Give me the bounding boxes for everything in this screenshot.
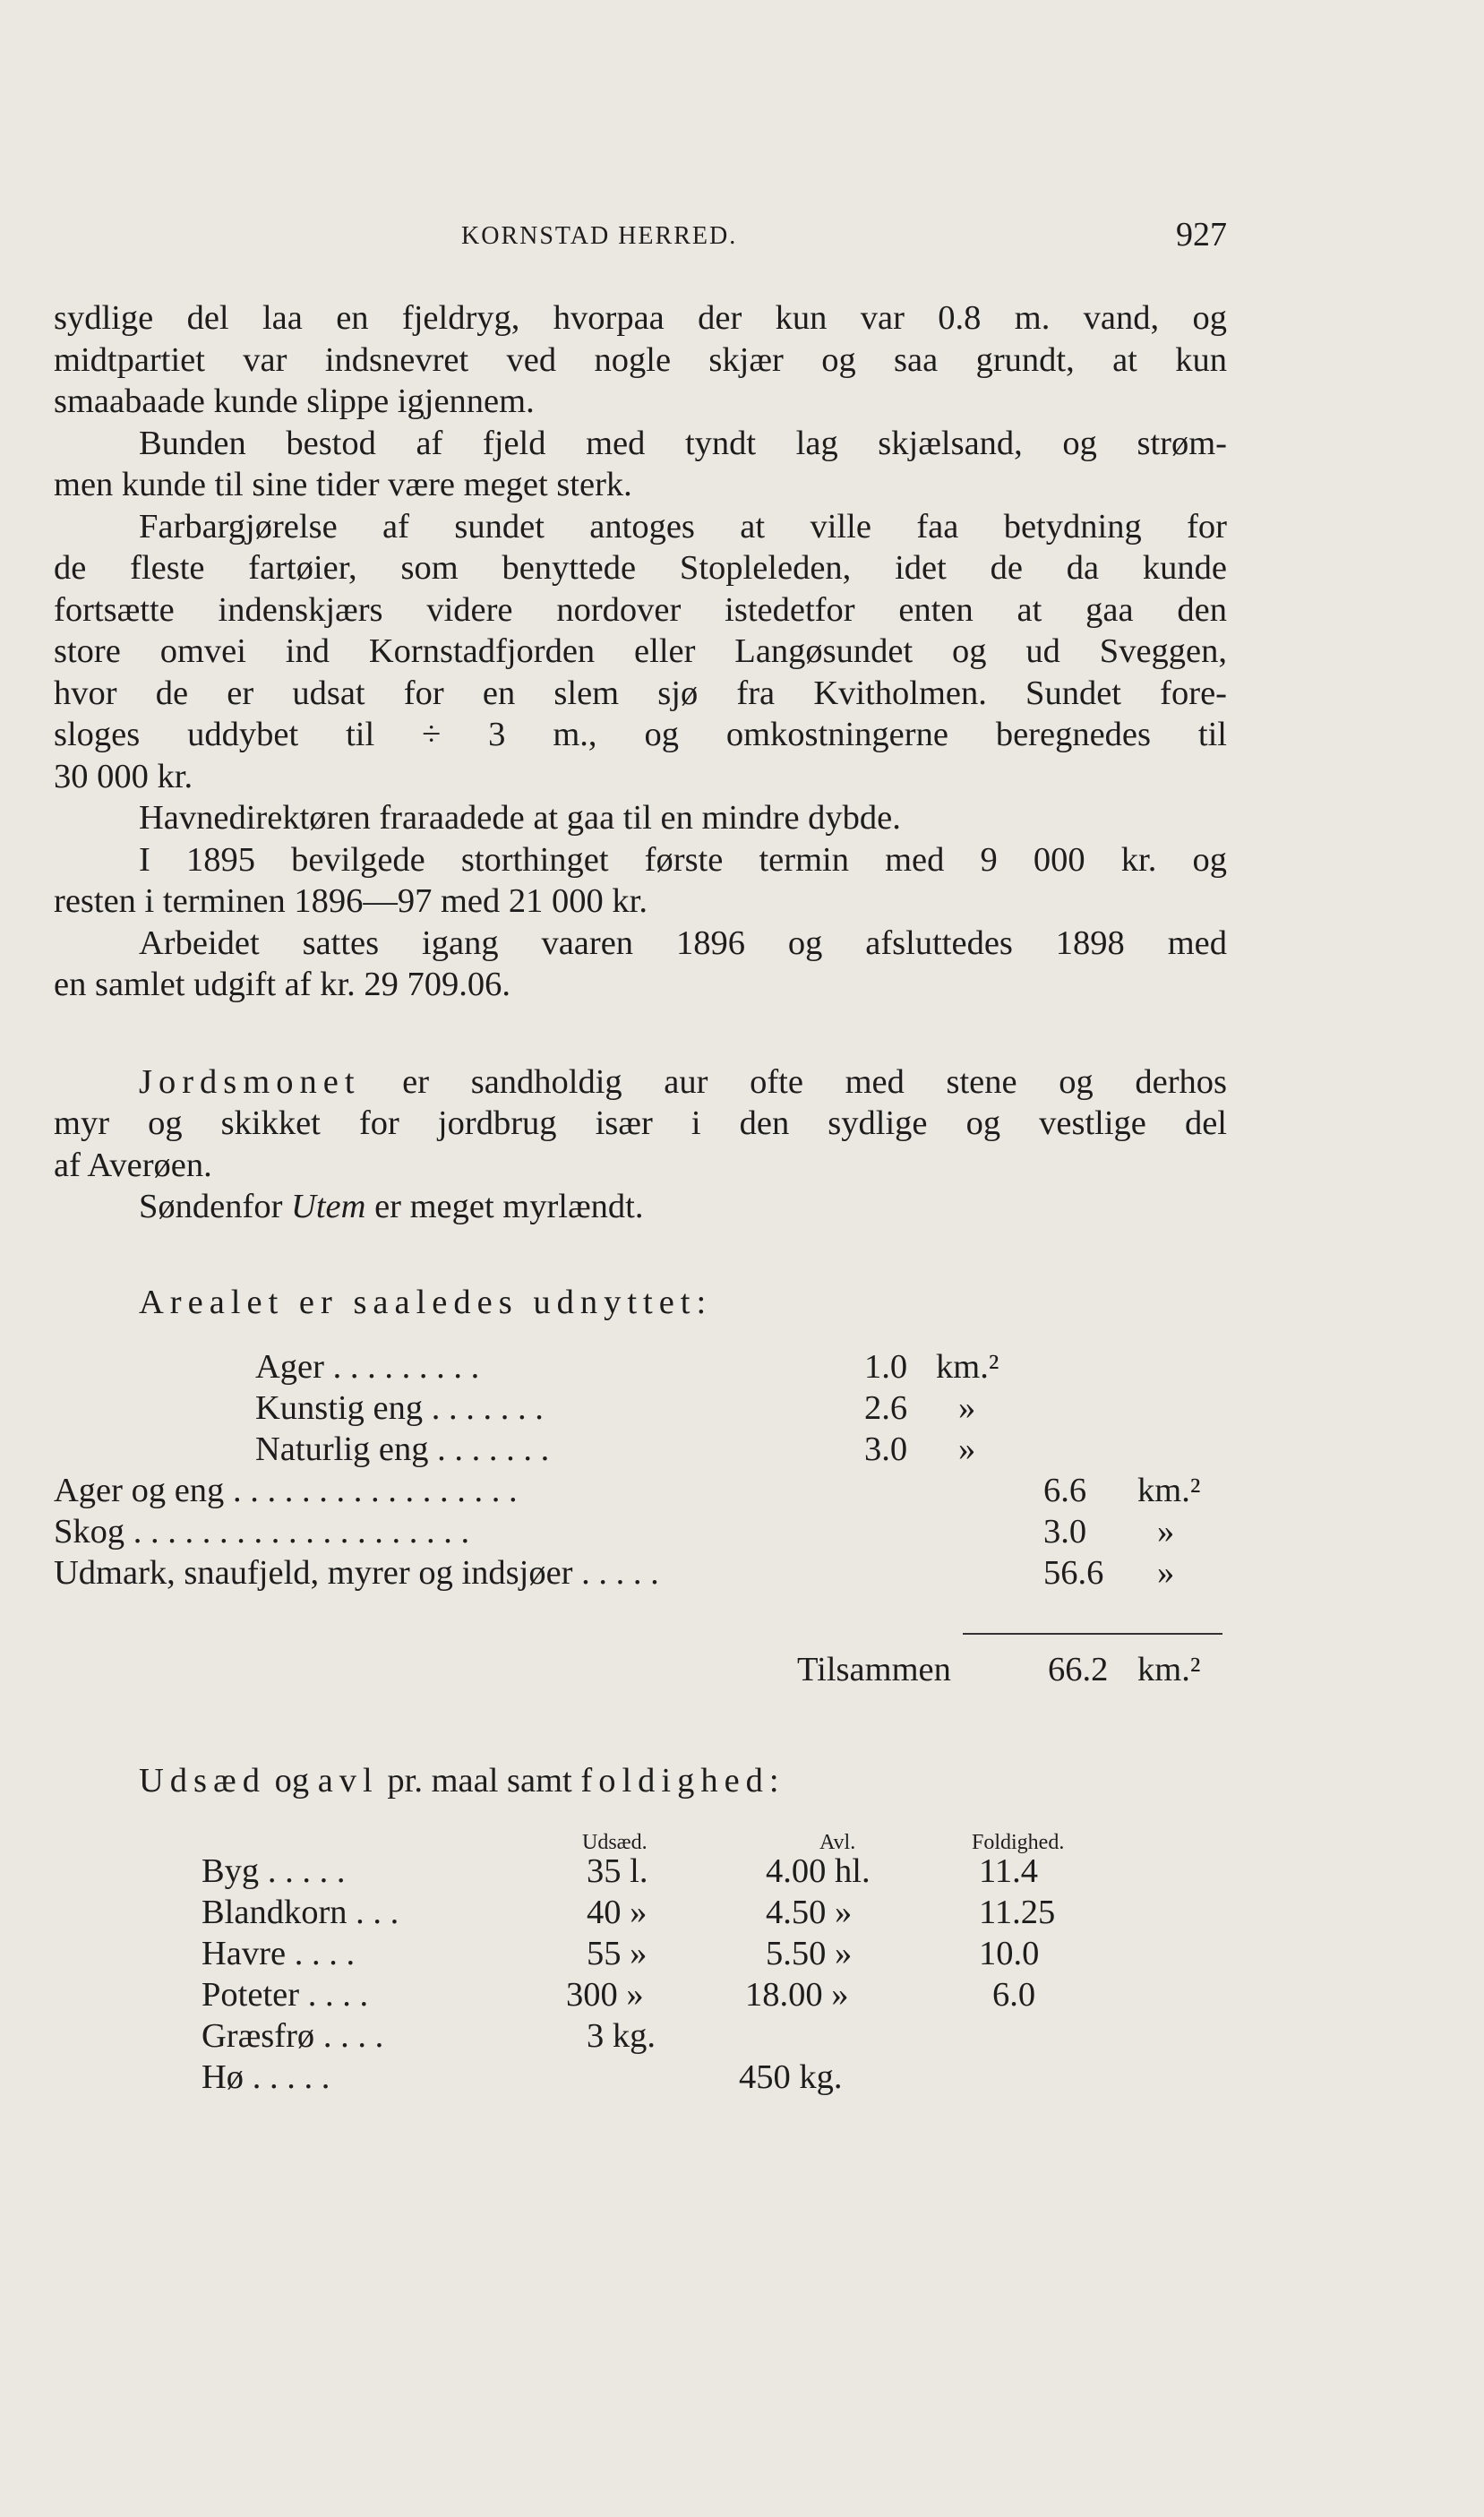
paragraph-3 (54, 506, 1227, 798)
area-row-value: 3.0 (1043, 1513, 1087, 1551)
spaced-heading-word: Udsæd (139, 1762, 266, 1800)
area-row-unit: km.² (1137, 1472, 1201, 1509)
leader-dots: . . . . . (581, 1554, 659, 1592)
text-span: Søndenfor (139, 1188, 283, 1225)
total-label: Tilsammen (797, 1651, 951, 1688)
area-row-value: 3.0 (864, 1430, 908, 1468)
area-heading: Arealet er saaledes udnyttet: (139, 1283, 713, 1321)
area-row-label (255, 1387, 544, 1429)
yield-cell: 4.50 » (766, 1893, 853, 1931)
row-label: Skog (54, 1513, 125, 1551)
area-row-label (54, 1470, 518, 1511)
page-number: 927 (1176, 216, 1227, 253)
leader-dots: . . . . . (267, 1851, 346, 1890)
crop-name: Poteter (202, 1975, 300, 2014)
crop-name: Byg (202, 1851, 260, 1890)
text-line: midtpartiet var indsnevret ved nogle skjær og saa grundt, at kun (54, 340, 1227, 379)
text-span: er sandholdig aur ofte med stene og derhos (402, 1062, 1228, 1101)
yield-cell: 5.50 » (766, 1934, 853, 1972)
leader-dots: . . . . . (252, 2057, 330, 2096)
leader-dots: . . . . . . . (437, 1430, 550, 1468)
crop-label (202, 1892, 399, 1933)
seed-cell: 40 » (587, 1893, 648, 1931)
text-line: sydlige del laa en fjeldryg, hvorpaa der kun var 0.8 m. vand, og (54, 299, 1227, 337)
leader-dots: . . . . (294, 1934, 356, 1972)
text-line (54, 1061, 1227, 1104)
crop-label (202, 2057, 330, 2098)
spaced-heading-word: foldighed: (580, 1762, 785, 1800)
seed-cell: 300 » (566, 1975, 644, 2014)
spaced-heading-word: avl (317, 1762, 379, 1800)
area-row-unit: km.² (936, 1348, 999, 1386)
text-line: Havnedirektøren fraraadede at gaa til en mindre dybde. (139, 799, 901, 837)
crop-name: Havre (202, 1934, 287, 1972)
text-line: store omvei ind Kornstadfjorden eller Langøsundet og ud Sveggen, (54, 632, 1227, 670)
area-row-value: 6.6 (1043, 1472, 1087, 1509)
text-span: og (274, 1762, 310, 1800)
area-row-label (255, 1429, 549, 1470)
text-line: resten i terminen 1896—97 med 21 000 kr. (54, 882, 648, 920)
row-label: Udmark, snaufjeld, myrer og indsjøer (54, 1554, 573, 1592)
leader-dots: . . . . . . . (431, 1389, 544, 1427)
text-span: pr. maal samt (387, 1762, 572, 1800)
crop-label (202, 2015, 383, 2057)
leader-dots: . . . (356, 1893, 399, 1931)
seed-cell: 35 l. (587, 1851, 648, 1890)
leader-dots: . . . . . . . . . . . . . . . . . (232, 1472, 518, 1509)
col-header-seed: Udsæd. (582, 1830, 648, 1854)
crop-name: Hø (202, 2057, 244, 2096)
paragraph-4 (54, 797, 1227, 839)
text-line: sloges uddybet til ÷ 3 m., og omkostningerne beregnedes til (54, 716, 1227, 753)
crop-name: Græsfrø (202, 2016, 315, 2055)
fold-cell: 11.4 (979, 1851, 1038, 1890)
sum-rule (963, 1633, 1222, 1635)
fold-cell: 6.0 (992, 1975, 1036, 2014)
leader-dots: . . . . . . . . . . . . . . . . . . . . (133, 1513, 470, 1551)
total-value: 66.2 (1048, 1651, 1109, 1688)
leader-dots: . . . . (322, 2016, 384, 2055)
row-label: Naturlig eng (255, 1430, 429, 1468)
text-line (54, 1186, 1227, 1228)
paragraph-1 (54, 297, 1227, 423)
text-line: Bunden bestod af fjeld med tyndt lag skjælsand, og strøm- (139, 424, 1227, 462)
crop-label (202, 1851, 345, 1892)
area-row-value: 56.6 (1043, 1554, 1104, 1592)
paragraph-5 (54, 839, 1227, 923)
page-body (54, 297, 1227, 2135)
seed-cell: 3 kg. (587, 2016, 656, 2055)
seed-cell: 55 » (587, 1934, 648, 1972)
yield-cell: 18.00 » (745, 1975, 849, 2014)
text-line: Farbargjørelse af sundet antoges at ville faa betydning for (139, 507, 1227, 545)
fold-cell: 10.0 (979, 1934, 1040, 1972)
leader-dots: . . . . . . . . . (332, 1348, 480, 1386)
crop-name: Blandkorn (202, 1893, 347, 1931)
header-title: KORNSTAD HERRED. (461, 222, 738, 250)
text-line: I 1895 bevilgede storthinget første termin med 9 000 kr. og (139, 840, 1227, 879)
area-row-unit: » (958, 1389, 976, 1427)
area-row-label (54, 1511, 469, 1552)
text-span: er meget myrlændt. (374, 1188, 644, 1225)
text-line: men kunde til sine tider være meget sterk. (54, 466, 632, 503)
text-line: en samlet udgift af kr. 29 709.06. (54, 966, 511, 1003)
text-line: hvor de er udsat for en slem sjø fra Kvitholmen. Sundet fore- (54, 674, 1227, 712)
fold-cell: 11.25 (979, 1893, 1056, 1931)
soil-paragraph (54, 1061, 1227, 1228)
row-label: Ager (255, 1348, 324, 1386)
text-line: Arbeidet sattes igang vaaren 1896 og afsluttedes 1898 med (139, 923, 1227, 962)
area-row-unit: » (1157, 1554, 1175, 1592)
seed-heading (54, 1760, 1227, 1802)
crop-label (202, 1933, 355, 1974)
text-line: fortsætte indenskjærs videre nordover istedetfor enten at gaa den (54, 590, 1227, 629)
area-row-value: 1.0 (864, 1348, 908, 1386)
area-row-value: 2.6 (864, 1389, 908, 1427)
text-line: smaabaade kunde slippe igjennem. (54, 382, 535, 420)
seed-table (54, 1822, 1227, 2135)
text-line: myr og skikket for jordbrug især i den sydlige og vestlige del (54, 1104, 1227, 1142)
area-row-label (255, 1346, 479, 1387)
row-label: Ager og eng (54, 1472, 225, 1509)
total-unit: km.² (1137, 1651, 1201, 1688)
col-header-fold: Foldighed. (972, 1830, 1065, 1854)
area-table (54, 1346, 1227, 1705)
text-line: 30 000 kr. (54, 757, 193, 795)
text-line: de fleste fartøier, som benyttede Stopleleden, idet de da kunde (54, 549, 1227, 587)
yield-cell: 450 kg. (739, 2057, 843, 2096)
italic-word: Utem (291, 1188, 366, 1225)
area-row-unit: » (958, 1430, 976, 1468)
text-line: af Averøen. (54, 1146, 212, 1184)
leader-dots: . . . . (307, 1975, 369, 2014)
row-label: Kunstig eng (255, 1389, 424, 1427)
running-header (54, 215, 1227, 260)
col-header-yield: Avl. (819, 1830, 856, 1854)
yield-cell: 4.00 hl. (766, 1851, 871, 1890)
paragraph-2 (54, 423, 1227, 506)
spaced-heading-word: Jordsmonet (139, 1062, 361, 1101)
area-row-unit: » (1157, 1513, 1175, 1551)
area-row-label (54, 1552, 659, 1594)
paragraph-6 (54, 923, 1227, 1006)
crop-label (202, 1974, 368, 2015)
